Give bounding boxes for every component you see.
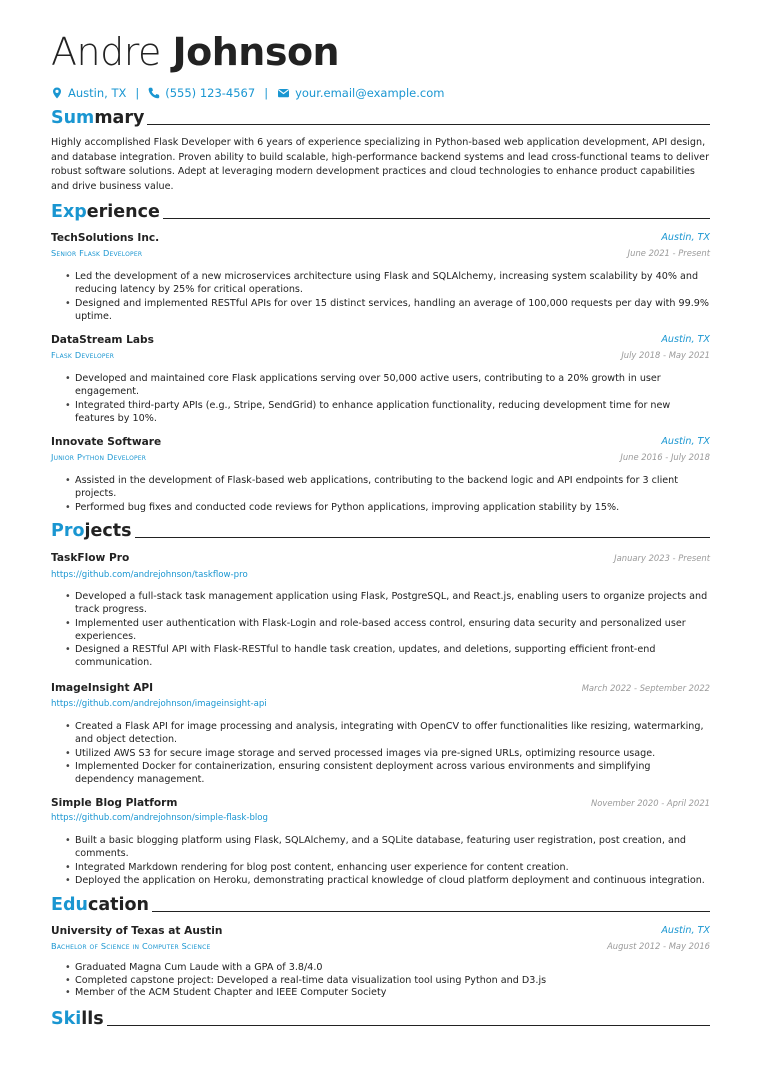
section-title-rest: erience: [86, 202, 160, 222]
job-location: Austin, TX: [661, 232, 710, 243]
job-company: TechSolutions Inc.: [51, 232, 160, 244]
section-rule: [107, 1025, 710, 1026]
envelope-icon: [277, 87, 290, 99]
education-location: Austin, TX: [661, 925, 710, 936]
list-item: • Implemented user authentication with Flask-Login and role-based access control, ensuring data security and personalized user experiences.: [65, 617, 710, 644]
section-summary-heading: [51, 108, 710, 128]
first-name: Andre: [51, 30, 161, 74]
section-projects-heading: [51, 521, 710, 541]
list-item: • Developed a full-stack task management application using Flask, PostgreSQL, and React.js, enabling users to organize projects and track progress.: [65, 590, 710, 617]
section-title: [51, 895, 149, 915]
section-experience-heading: [51, 202, 710, 222]
candidate-name: [51, 30, 339, 74]
job-bullets: [65, 474, 710, 514]
contact-separator: |: [135, 86, 140, 100]
section-title-rest: cation: [87, 895, 149, 915]
project-bullets: [65, 590, 710, 670]
project-name: Simple Blog Platform: [51, 797, 178, 809]
section-title-accent: Exp: [51, 202, 87, 222]
job-location: Austin, TX: [661, 334, 710, 345]
section-title: [51, 1009, 104, 1029]
section-title-rest: jects: [84, 521, 132, 541]
job-dates: June 2021 - Present: [627, 248, 710, 258]
section-title: [51, 108, 144, 128]
summary-text: Highly accomplished Flask Developer with 6 years of experience specializing in Python-based web application development, API design, and database integration. Proven ability to build scalable, high-performance backend systems and lead cross-functional teams to deliver robust software solutions. Adept at leveraging modern development practices and cloud technologies to enhance product capabilities and drive business value.: [51, 137, 710, 192]
phone-icon: [148, 87, 160, 99]
job-company: Innovate Software: [51, 436, 162, 448]
list-item: • Deployed the application on Heroku, demonstrating practical knowledge of cloud platform deployment and continuous integration.: [65, 874, 710, 887]
project-name: ImageInsight API: [51, 682, 154, 694]
project-dates: November 2020 - April 2021: [590, 798, 710, 808]
contact-email[interactable]: [277, 86, 444, 100]
email-text: your.email@example.com: [295, 86, 445, 100]
section-title-accent: Sum: [51, 108, 95, 128]
list-item: • Integrated Markdown rendering for blog post content, enhancing user experience for content creation.: [65, 861, 710, 874]
education-bullets: [65, 962, 710, 1000]
project-bullets: [65, 720, 710, 786]
job-location: Austin, TX: [661, 436, 710, 447]
contact-location: [51, 86, 126, 100]
job-company: DataStream Labs: [51, 334, 154, 346]
list-item: • Assisted in the development of Flask-based web applications, contributing to the backend logic and API endpoints for 3 client projects.: [65, 474, 710, 501]
section-rule: [147, 124, 710, 125]
list-item: • Graduated Magna Cum Laude with a GPA of 3.8/4.0: [65, 962, 710, 975]
project-link[interactable]: https://github.com/andrejohnson/simple-flask-blog: [51, 813, 269, 823]
section-rule: [135, 537, 710, 538]
list-item: • Integrated third-party APIs (e.g., Stripe, SendGrid) to enhance application functionality, reducing development time for new features by 10%.: [65, 399, 710, 426]
map-marker-icon: [51, 87, 63, 99]
project-link[interactable]: https://github.com/andrejohnson/imageinsight-api: [51, 699, 267, 709]
education-degree: Bachelor of Science in Computer Science: [51, 941, 211, 951]
list-item: • Designed a RESTful API with Flask-RESTful to handle task creation, updates, and deletions, supporting efficient front-end communication.: [65, 643, 710, 670]
list-item: • Led the development of a new microservices architecture using Flask and SQLAlchemy, increasing system scalability by 40% and reducing latency by 25% for critical operations.: [65, 270, 710, 297]
list-item: • Developed and maintained core Flask applications serving over 50,000 active users, contributing to a 20% growth in user engagement.: [65, 372, 710, 399]
list-item: • Utilized AWS S3 for secure image storage and served processed images via pre-signed URLs, optimizing resource usage.: [65, 747, 710, 760]
job-role: Flask Developer: [51, 350, 115, 360]
contact-separator: |: [264, 86, 269, 100]
job-role: Junior Python Developer: [51, 452, 147, 462]
project-dates: January 2023 - Present: [614, 553, 710, 563]
section-title: [51, 521, 132, 541]
project-bullets: [65, 834, 710, 887]
section-title-accent: Edu: [51, 895, 88, 915]
list-item: • Member of the ACM Student Chapter and IEEE Computer Society: [65, 987, 710, 1000]
phone-text: (555) 123-4567: [165, 86, 256, 100]
list-item: • Designed and implemented RESTful APIs for over 15 distinct services, handling an average of 100,000 requests per day with 99.9% uptime.: [65, 297, 710, 324]
project-dates: March 2022 - September 2022: [581, 683, 710, 693]
section-title-rest: mary: [94, 108, 145, 128]
contact-line: [51, 86, 444, 100]
section-rule: [152, 911, 710, 912]
list-item: • Completed capstone project: Developed a real-time data visualization tool using Python and D3.js: [65, 975, 710, 988]
job-role: Senior Flask Developer: [51, 248, 143, 258]
list-item: • Implemented Docker for containerization, ensuring consistent deployment across various environments and simplifying dependency management.: [65, 760, 710, 787]
education-school: University of Texas at Austin: [51, 925, 223, 937]
job-dates: July 2018 - May 2021: [621, 350, 710, 360]
job-bullets: [65, 372, 710, 425]
project-link[interactable]: https://github.com/andrejohnson/taskflow-pro: [51, 570, 248, 580]
location-text: Austin, TX: [68, 86, 127, 100]
project-name: TaskFlow Pro: [51, 552, 130, 564]
job-dates: June 2016 - July 2018: [620, 452, 710, 462]
section-title-accent: Pro: [51, 521, 85, 541]
education-dates: August 2012 - May 2016: [607, 941, 710, 951]
section-skills-heading: [51, 1009, 710, 1029]
list-item: • Performed bug fixes and conducted code reviews for Python applications, improving application stability by 15%.: [65, 501, 710, 514]
list-item: • Built a basic blogging platform using Flask, SQLAlchemy, and a SQLite database, featuring user registration, post creation, and comments.: [65, 834, 710, 861]
section-title: [51, 202, 160, 222]
contact-phone[interactable]: [148, 86, 255, 100]
section-title-accent: Ski: [51, 1009, 82, 1029]
section-title-rest: lls: [81, 1009, 104, 1029]
last-name: Johnson: [172, 30, 340, 74]
job-bullets: [65, 270, 710, 323]
section-rule: [163, 218, 710, 219]
section-education-heading: [51, 895, 710, 915]
list-item: • Created a Flask API for image processing and analysis, integrating with OpenCV to offer functionalities like resizing, watermarking, and object detection.: [65, 720, 710, 747]
